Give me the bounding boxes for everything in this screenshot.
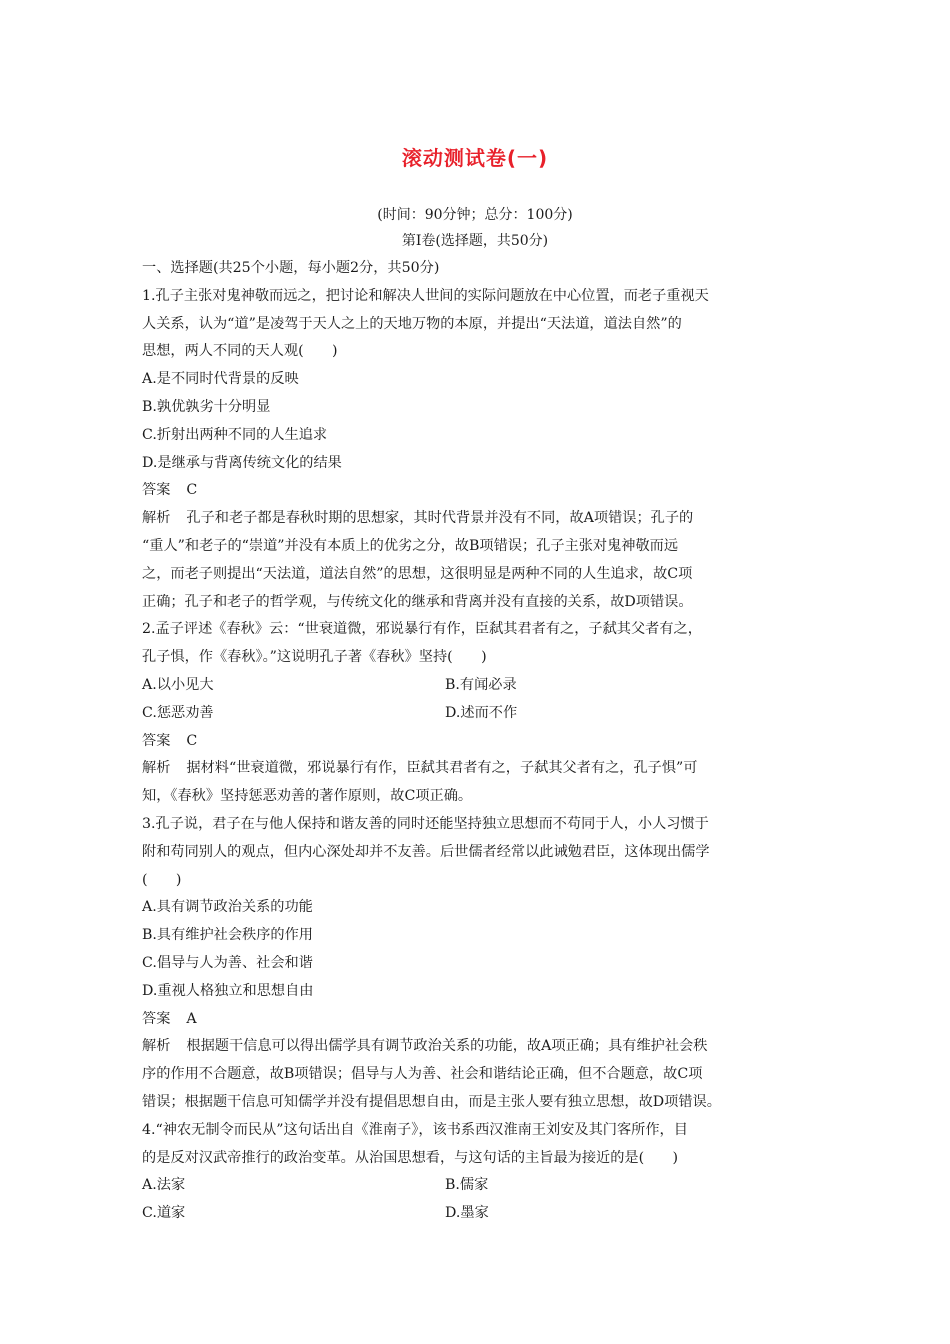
question-stem-line: 孔子惧，作《春秋》。”这说明孔子著《春秋》坚持( ) [142,649,487,666]
question-1 [142,283,820,617]
option-a: A.法家 [142,1177,186,1194]
question-stem-line: 附和苟同别人的观点，但内心深处却并不友善。后世儒者经常以此诫勉君臣，这体现出儒学 [142,843,710,860]
question-stem-line: 人关系，认为“道”是凌驾于天人之上的天地万物的本原，并提出“天法道，道法自然”的 [142,315,682,332]
option-a: A.以小见大 [142,676,214,693]
question-stem-line: 思想，两人不同的天人观( ) [142,343,338,360]
analysis-line: 之，而老子则提出“天法道，道法自然”的思想，这很明显是两种不同的人生追求，故C项 [142,565,693,582]
analysis-label: 解析 [142,510,171,527]
analysis-line: 序的作用不合题意，故B项错误；倡导与人为善、社会和谐结论正确，但不合题意，故C项 [142,1066,703,1083]
page-title: 滚动测试卷(一) [401,146,549,170]
option-b: B.有闻必录 [445,676,517,693]
question-stem-line: 3.孔子说，君子在与他人保持和谐友善的同时还能坚持独立思想而不苟同于人，小人习惯于 [142,815,709,832]
option-b: B.具有维护社会秩序的作用 [142,927,313,944]
answer-value: A [186,1010,197,1027]
option-d: D.墨家 [445,1205,489,1222]
question-stem-line: 1.孔子主张对鬼神敬而远之，把讨论和解决人世间的实际问题放在中心位置，而老子重视天 [142,287,709,304]
analysis-line [142,755,820,783]
option-c: C.道家 [142,1205,186,1222]
question-stem-line: 2.孟子评述《春秋》云：“世衰道微，邪说暴行有作，臣弑其君者有之，子弑其父者有之， [142,621,702,638]
option-c: C.折射出两种不同的人生追求 [142,426,328,443]
answer-label: 答案 [142,1010,171,1027]
answer-line [142,477,820,505]
option-d: D.是继承与背离传统文化的结果 [142,454,342,471]
analysis-text: 孔子和老子都是春秋时期的思想家，其时代背景并没有不同，故A项错误；孔子的 [186,510,694,527]
option-d: D.述而不作 [445,704,518,721]
option-row [142,1200,820,1228]
analysis-label: 解析 [142,1038,171,1055]
answer-value: C [186,732,198,749]
section-heading: 一、选择题(共25个小题，每小题2分，共50分) [142,260,440,276]
analysis-text: 据材料“世衰道微，邪说暴行有作，臣弑其君者有之，子弑其父者有之，孔子惧”可 [186,760,698,777]
analysis-line [142,505,820,533]
volume-heading: 第Ⅰ卷(选择题，共50分) [401,233,549,249]
answer-value: C [186,482,198,499]
answer-label: 答案 [142,732,171,749]
question-content [142,255,820,1228]
analysis-line [142,1033,820,1061]
answer-line [142,1006,820,1034]
question-3 [142,811,820,1117]
analysis-label: 解析 [142,760,171,777]
option-c: C.惩恶劝善 [142,704,214,721]
analysis-line: “重人”和老子的“崇道”并没有本质上的优劣之分，故B项错误；孔子主张对鬼神敬而远 [142,537,679,554]
option-a: A.具有调节政治关系的功能 [142,899,313,916]
option-b: B.孰优孰劣十分明显 [142,398,271,415]
option-d: D.重视人格独立和思想自由 [142,982,314,999]
option-row [142,1172,820,1200]
analysis-line: 正确；孔子和老子的哲学观，与传统文化的继承和背离并没有直接的关系，故D项错误。 [142,593,693,610]
question-stem-line: 的是反对汉武帝推行的政治变革。从治国思想看，与这句话的主旨最为接近的是( ) [142,1149,679,1166]
question-stem-line: ( ) [142,871,182,888]
analysis-line: 错误；根据题干信息可知儒学并没有提倡思想自由，而是主张人要有独立思想，故D项错误。 [142,1093,721,1110]
option-row [142,672,820,700]
time-info: (时间：90分钟；总分：100分) [377,207,573,223]
question-2 [142,616,820,811]
option-row [142,700,820,728]
question-stem-line: 4.“神农无制令而民从”这句话出自《淮南子》，该书系西汉淮南王刘安及其门客所作，目 [142,1121,688,1138]
answer-line [142,728,820,756]
option-a: A.是不同时代背景的反映 [142,371,299,388]
option-b: B.儒家 [445,1177,489,1194]
question-4 [142,1117,820,1228]
analysis-line: 知，《春秋》坚持惩恶劝善的著作原则，故C项正确。 [142,788,473,805]
answer-label: 答案 [142,482,171,499]
option-c: C.倡导与人为善、社会和谐 [142,954,313,971]
analysis-text: 根据题干信息可以得出儒学具有调节政治关系的功能，故A项正确；具有维护社会秩 [186,1038,708,1055]
